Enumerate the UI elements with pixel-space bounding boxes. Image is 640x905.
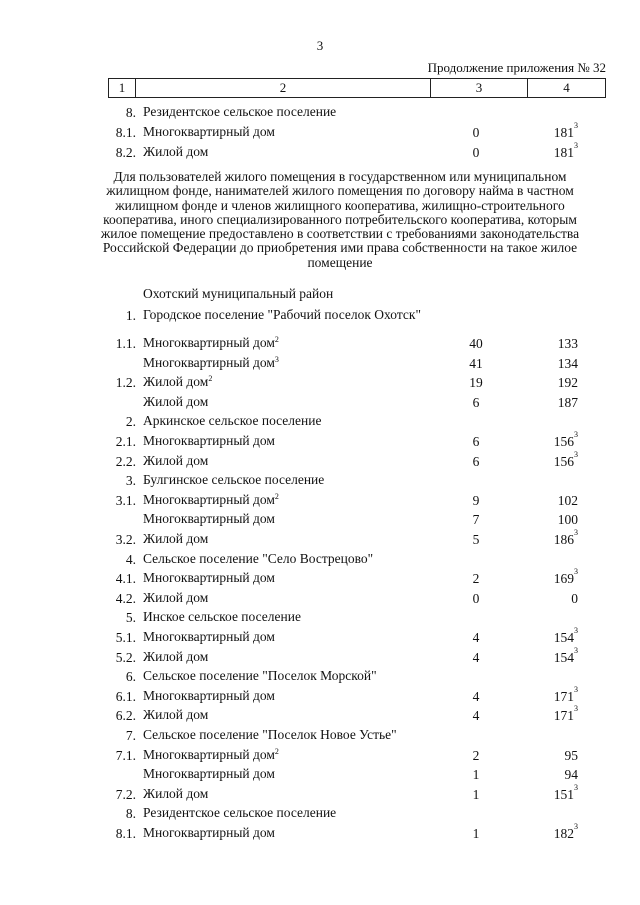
row-number: 4. xyxy=(125,551,136,567)
row-value: $171^3$ xyxy=(553,684,578,704)
table-row xyxy=(0,746,640,765)
row-count: 0 xyxy=(472,590,480,606)
row-name: Булгинское сельское поселение xyxy=(143,472,325,488)
row-name: Сельское поселение "Поселок Морской" xyxy=(143,668,377,684)
page-number: 3 xyxy=(316,38,324,53)
row-number: 3. xyxy=(125,473,136,489)
row-name: Резидентское сельское поселение xyxy=(143,805,337,821)
table-row xyxy=(0,645,640,667)
row-value: $182^3$ xyxy=(553,822,578,841)
value-footnote: 3 xyxy=(574,782,578,792)
row-number: 8.1. xyxy=(115,826,136,841)
row-number: 4.1. xyxy=(115,571,136,587)
name-footnote: 2 xyxy=(274,335,279,344)
name-footnote: 2 xyxy=(208,374,213,384)
column-header-1: 1 xyxy=(109,79,136,98)
row-name: Аркинское сельское поселение xyxy=(143,413,322,429)
table-row xyxy=(0,628,640,647)
row-name: Многоквартирный дом xyxy=(143,629,275,644)
row-number: 2.2. xyxy=(115,453,136,469)
table-row xyxy=(0,782,640,804)
row-value: $181^3$ xyxy=(553,121,578,140)
row-name: Многоквартирный дом xyxy=(143,433,275,448)
value-footnote: 3 xyxy=(574,528,578,537)
table-row xyxy=(0,530,640,549)
row-value: 192 xyxy=(557,375,578,391)
table-row xyxy=(0,824,640,843)
row-count: 4 xyxy=(472,708,480,724)
row-name: Городское поселение "Рабочий поселок Охотск" xyxy=(143,307,421,322)
row-count: 41 xyxy=(469,355,483,371)
value-footnote: 3 xyxy=(574,430,578,439)
row-number: 4.2. xyxy=(115,590,136,606)
table-row xyxy=(0,684,640,706)
table-row xyxy=(0,491,640,510)
row-value: $151^3$ xyxy=(553,782,578,802)
section-description: Для пользователей жилого помещения в государственном или муниципальном жилищном фонде, нанимателей жилого помещения по договору найма в частном жилищном фонде и членов жилищного кооператива, жилищно-строительного кооператива, иного специализированного потребительского кооператива, которым жилое помещение предоставлено в соответствии с требованиями законодательства Российской Федерации до приобретения ими права собственности на такое жилое помещение xyxy=(100,169,580,270)
continuation-note: Продолжение приложения № 32 xyxy=(427,60,606,75)
table-row xyxy=(0,143,640,162)
table-row xyxy=(0,471,640,490)
row-number: 8. xyxy=(125,105,136,120)
row-value: 134 xyxy=(557,355,578,371)
row-value: $181^3$ xyxy=(553,141,578,160)
name-footnote: 2 xyxy=(274,746,279,756)
row-value: 94 xyxy=(564,767,578,783)
row-name: Многоквартирный дом$^2$ xyxy=(143,335,279,350)
row-value: $156^3$ xyxy=(553,449,578,469)
table-row xyxy=(0,550,640,569)
row-name: Многоквартирный дом xyxy=(143,766,275,782)
row-count: 2 xyxy=(472,747,480,763)
value-footnote: 3 xyxy=(574,449,578,459)
row-value: 95 xyxy=(564,747,578,763)
row-name: Сельское поселение "Село Вострецово" xyxy=(143,550,374,566)
row-value: 102 xyxy=(557,492,578,508)
column-header-2: 2 xyxy=(136,79,431,98)
row-count: 19 xyxy=(469,375,483,391)
value-footnote: 3 xyxy=(574,121,578,130)
row-count: 2 xyxy=(472,571,480,587)
row-number: 5. xyxy=(125,610,136,626)
row-name: Жилой дом xyxy=(143,452,209,468)
row-value: $171^3$ xyxy=(553,704,578,724)
value-footnote: 3 xyxy=(574,567,578,577)
row-count: 9 xyxy=(472,492,480,508)
row-number: 3.2. xyxy=(115,532,136,547)
row-value: 100 xyxy=(557,512,578,528)
table-row xyxy=(0,726,640,745)
row-count: 7 xyxy=(472,512,480,528)
row-number: 8. xyxy=(125,806,136,822)
row-name: Многоквартирный дом$^2$ xyxy=(143,491,279,507)
row-number: 7.1. xyxy=(115,747,136,763)
row-name: Многоквартирный дом xyxy=(143,124,275,139)
value-footnote: 3 xyxy=(574,645,578,655)
row-number: 5.2. xyxy=(115,649,136,665)
row-value: 0 xyxy=(571,590,578,606)
value-footnote: 3 xyxy=(574,626,578,635)
row-number: 1. xyxy=(125,308,136,323)
row-name: Многоквартирный дом$^2$ xyxy=(143,746,279,762)
table-row xyxy=(0,804,640,823)
table-row xyxy=(0,373,640,392)
row-number: 5.1. xyxy=(115,630,136,645)
row-number: 6.2. xyxy=(115,708,136,724)
row-name: Многоквартирный дом xyxy=(143,511,275,527)
row-name: Многоквартирный дом xyxy=(143,825,275,840)
table-row xyxy=(0,667,640,686)
row-number: 7.2. xyxy=(115,786,136,802)
table-row xyxy=(0,510,640,529)
row-number: 2.1. xyxy=(115,434,136,449)
row-name: Жилой дом xyxy=(143,589,209,605)
table-row xyxy=(0,334,640,353)
row-number: 2. xyxy=(125,414,136,430)
row-count: 4 xyxy=(472,649,480,665)
row-name: Многоквартирный дом xyxy=(143,570,275,586)
table-row xyxy=(0,103,640,122)
row-number: 7. xyxy=(125,728,136,743)
table-row xyxy=(0,412,640,431)
table-row xyxy=(0,589,640,608)
row-value: $154^3$ xyxy=(553,626,578,645)
row-name: Жилой дом xyxy=(143,531,209,546)
value-footnote: 3 xyxy=(574,141,578,150)
table-row xyxy=(0,354,640,373)
row-number: 8.1. xyxy=(115,125,136,140)
column-header-table xyxy=(108,78,606,98)
row-value: 187 xyxy=(557,394,578,410)
row-name: Резидентское сельское поселение xyxy=(143,104,337,119)
table-row xyxy=(0,432,640,451)
district-title: Охотский муниципальный район xyxy=(143,286,334,301)
row-name: Сельское поселение "Поселок Новое Устье" xyxy=(143,727,397,742)
row-value: $154^3$ xyxy=(553,645,578,665)
row-number: 3.1. xyxy=(115,492,136,508)
table-row xyxy=(0,569,640,588)
row-name: Жилой дом xyxy=(143,707,209,723)
row-name: Многоквартирный дом xyxy=(143,687,275,703)
table-row xyxy=(0,706,640,725)
row-value: 133 xyxy=(557,336,578,351)
row-count: 4 xyxy=(472,630,480,645)
row-count: 1 xyxy=(472,826,480,841)
row-count: 0 xyxy=(472,145,480,160)
table-row xyxy=(0,393,640,412)
row-number: 6. xyxy=(125,669,136,685)
row-number: 6.1. xyxy=(115,688,136,704)
row-count: 0 xyxy=(472,125,480,140)
row-name: Жилой дом xyxy=(143,648,209,664)
row-count: 6 xyxy=(472,434,480,449)
row-count: 1 xyxy=(472,767,480,783)
value-footnote: 3 xyxy=(574,684,578,694)
table-row xyxy=(0,449,640,471)
row-count: 1 xyxy=(472,786,480,802)
row-number: 8.2. xyxy=(115,145,136,160)
row-name: Многоквартирный дом$^3$ xyxy=(143,354,279,370)
table-row xyxy=(0,123,640,142)
row-number: 1.1. xyxy=(115,336,136,351)
row-count: 5 xyxy=(472,532,480,547)
value-footnote: 3 xyxy=(574,704,578,714)
row-value: $169^3$ xyxy=(553,567,578,587)
row-count: 4 xyxy=(472,688,480,704)
value-footnote: 3 xyxy=(574,822,578,831)
table-row xyxy=(0,765,640,784)
row-number: 1.2. xyxy=(115,375,136,391)
row-name: Инское сельское поселение xyxy=(143,609,301,625)
row-count: 6 xyxy=(472,394,480,410)
column-header-3: 3 xyxy=(431,79,528,98)
name-footnote: 3 xyxy=(274,354,279,364)
name-footnote: 2 xyxy=(274,491,279,501)
row-count: 6 xyxy=(472,453,480,469)
row-name: Жилой дом xyxy=(143,144,209,159)
row-value: $186^3$ xyxy=(553,528,578,547)
column-header-4: 4 xyxy=(528,79,606,98)
row-name: Жилой дом$^2$ xyxy=(143,374,213,390)
row-value: $156^3$ xyxy=(553,430,578,449)
row-count: 40 xyxy=(469,336,483,351)
row-name: Жилой дом xyxy=(143,393,209,409)
table-row xyxy=(0,608,640,627)
row-name: Жилой дом xyxy=(143,785,209,801)
